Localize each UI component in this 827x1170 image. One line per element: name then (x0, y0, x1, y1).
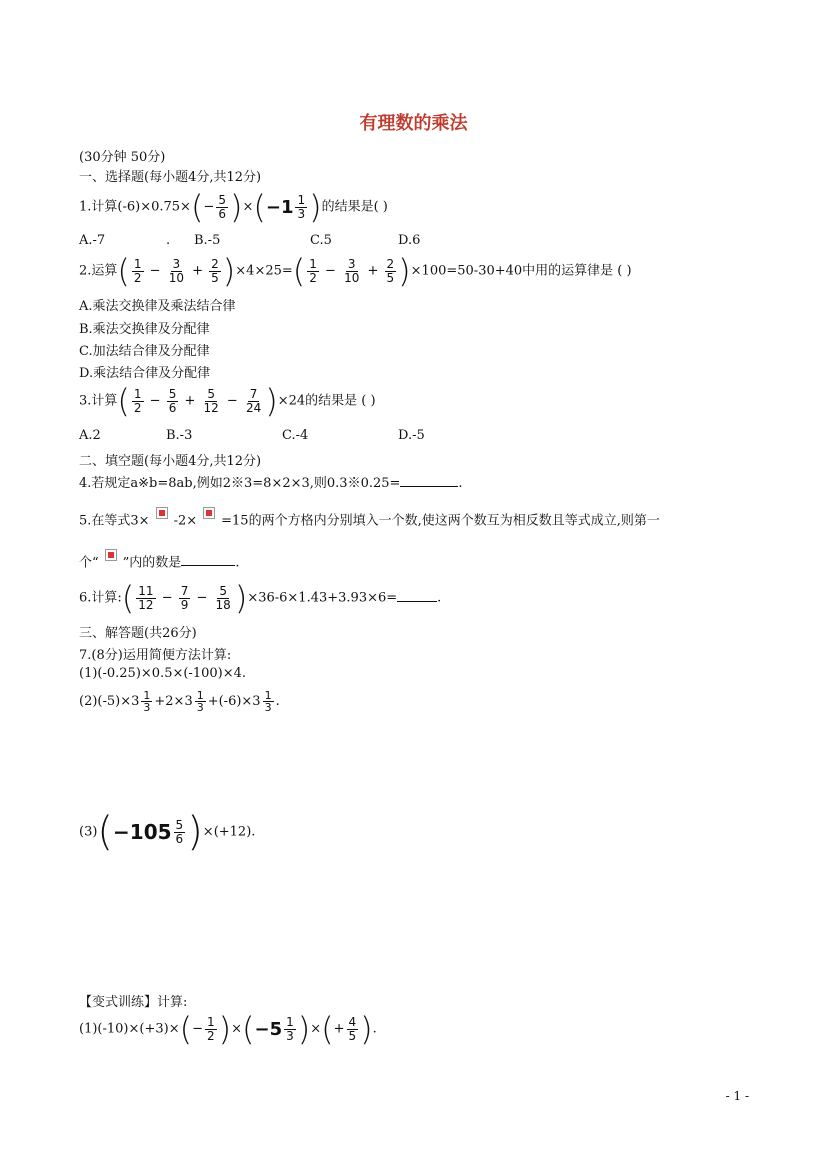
variant-heading: 【变式训练】计算: (79, 995, 188, 1010)
answer-blank[interactable] (400, 474, 458, 487)
paren-open: ( (190, 188, 204, 226)
option-a: A.-7 (79, 233, 106, 248)
time-info: (30分钟 50分) (79, 150, 166, 165)
option-d: D.6 (398, 233, 421, 248)
question-2: 2.运算( $\frac{1}{2}$ − $\frac{3}{10}$ + $\frac{2}{5}$ )×4×25=( $\frac{1}{2}$ − $\frac{3}{10}$ + $\frac{2}{5}$ )×100=50-30+40中用的运算律是 ( ) (79, 252, 632, 290)
option-c: C.-4 (282, 428, 309, 443)
option-a: A.2 (79, 428, 101, 443)
option-b: B.-5 (194, 233, 221, 248)
option-d: D.-5 (398, 428, 425, 443)
option-d: D.乘法结合律及分配律 (79, 366, 211, 381)
blank-square-icon (156, 507, 168, 519)
question-7-part-3: (3)(−105 $\frac{5}{6}$ )×(+12). (79, 809, 256, 855)
question-1: 1.计算(-6)×0.75×(− $\frac{5}{6}$ )×(−1 $\frac{1}{3}$ )的结果是( ) (79, 188, 388, 226)
question-7-head: 7.(8分)运用简便方法计算: (79, 648, 232, 663)
blank-square-icon (203, 507, 215, 519)
question-5: 5.在等式3× -2× =15的两个方格内分别填入一个数,使这两个数互为相反数且等式成立,则第一 (79, 507, 660, 528)
page-title: 有理数的乘法 (359, 113, 468, 134)
option-b: B.-3 (166, 428, 193, 443)
question-3: 3.计算( $\frac{1}{2}$ − $\frac{5}{6}$ + $\frac{5}{12}$ − $\frac{7}{24}$ )×24的结果是 ( ) (79, 382, 376, 420)
section-choice-heading: 一、选择题(每小题4分,共12分) (79, 170, 262, 185)
blank-square-icon (105, 549, 117, 561)
fraction: $\frac{1}{3}$ (297, 192, 306, 221)
question-6: 6.计算:( $\frac{11}{12}$ − $\frac{7}{9}$ − $\frac{5}{18}$ )×36-6×1.43+3.93×6= . (79, 579, 442, 617)
question-1-options (0, 233, 827, 249)
option-a: A.乘法交换律及乘法结合律 (79, 299, 236, 314)
section-fill-heading: 二、填空题(每小题4分,共12分) (79, 454, 262, 469)
fraction: $\frac{5}{6}$ (218, 192, 226, 221)
option-c: C.加法结合律及分配律 (79, 344, 210, 359)
question-4: 4.若规定a※b=8ab,例如2※3=8×2×3,则0.3※0.25= . (79, 476, 463, 491)
question-7-part-1: (1)(-0.25)×0.5×(-100)×4. (79, 666, 247, 681)
option-c: C.5 (310, 233, 332, 248)
stray-dot: . (166, 233, 171, 248)
answer-blank[interactable] (181, 553, 235, 566)
page-number: - 1 - (725, 1089, 749, 1103)
question-3-options (0, 428, 827, 444)
answer-blank[interactable] (397, 589, 437, 602)
option-b: B.乘法交换律及分配律 (79, 322, 210, 337)
section-answer-heading: 三、解答题(共26分) (79, 626, 197, 641)
question-5-cont: 个“ ”内的数是 . (79, 549, 239, 570)
variant-question-1: (1)(-10)×(+3)×(− $\frac{1}{2}$ )×(−5 $\frac{1}{3}$ )×(+ $\frac{4}{5}$ ). (79, 1010, 377, 1048)
question-7-part-2: (2)(-5)×3 $\frac{1}{3}$ +2×3 $\frac{1}{3}$ +(-6)×3 $\frac{1}{3}$ . (79, 689, 280, 714)
